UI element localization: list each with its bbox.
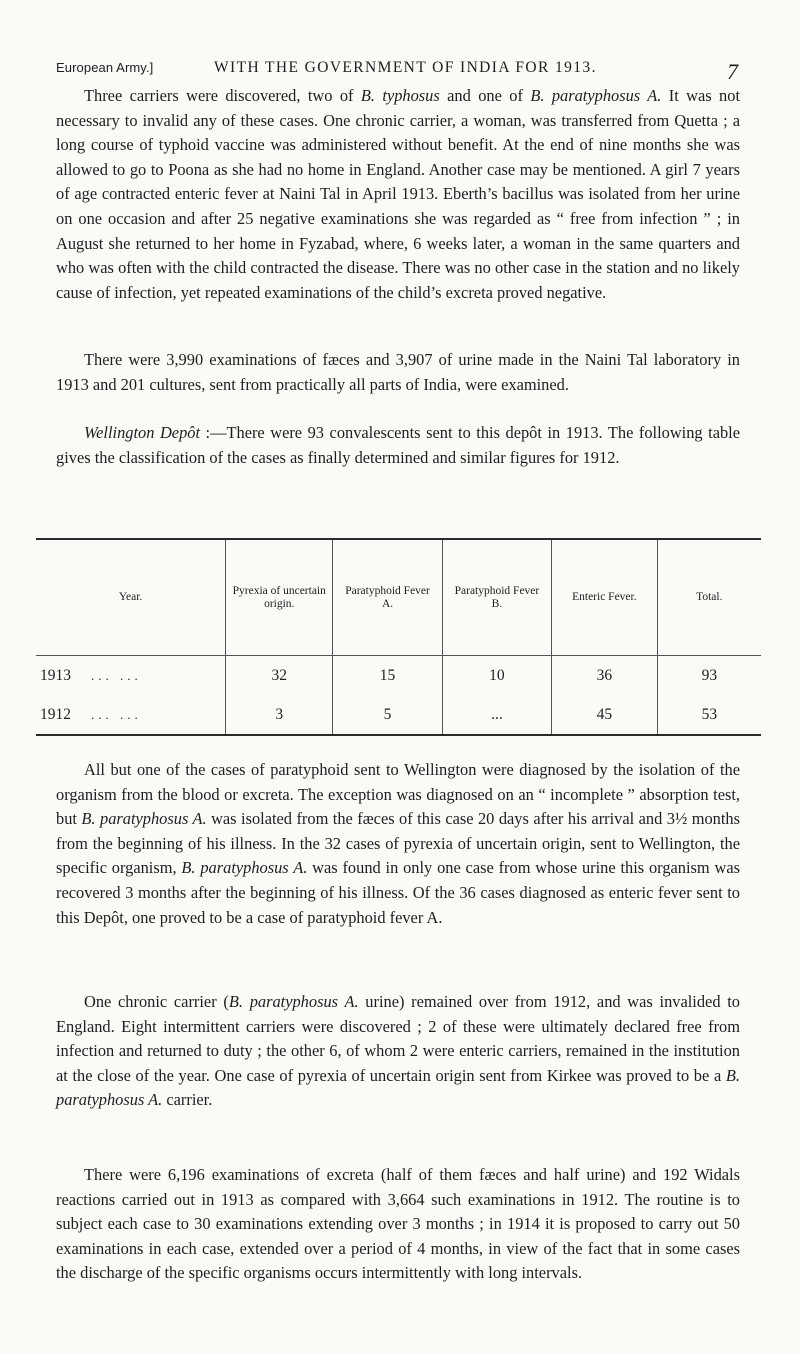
running-head-section: European Army.] (56, 60, 154, 75)
cell-year (36, 695, 226, 735)
organism-name: B. typhosus (360, 86, 440, 105)
table-row (36, 656, 761, 696)
paragraph-wellington-depot (56, 421, 740, 470)
dot-leader: ... ... (91, 706, 142, 722)
header-paratyphoid-a: Paratyphoid Fever A. (333, 539, 442, 656)
table-header-row (36, 539, 761, 656)
cell-paratyphoid-b: 10 (442, 656, 551, 696)
cell-total: 53 (657, 695, 761, 735)
header-year: Year. (36, 539, 226, 656)
paragraph-chronic-carrier (56, 990, 740, 1113)
classification-table (36, 538, 761, 736)
paragraph-carriers (56, 84, 740, 305)
cell-paratyphoid-a: 15 (333, 656, 442, 696)
text-run: One chronic carrier ( (84, 992, 229, 1011)
header-paratyphoid-b: Paratyphoid Fever B. (442, 539, 551, 656)
year-value: 1912 (40, 705, 71, 723)
text-run: urine) remained over from 1912, and was invalided to England. Eight intermittent carriers were discovered ; 2 of these were ultimately declared free from infection and returned to duty ; the other 6, of whom 2 were enteric carriers, remained in the institution at the close of the year. One case of pyrexia of uncertain origin sent from Kirkee was proved to be a (56, 992, 740, 1085)
organism-name: B. paratyphosus A. (81, 809, 207, 829)
organism-name: B. paratyphosus A. (181, 858, 308, 878)
text-run: :—There were 93 convalescents sent to this depôt in 1913. The following table gives the classification of the cases as finally determined and similar figures for 1912. (56, 423, 740, 467)
cell-total: 93 (657, 656, 761, 696)
paragraph-paratyphoid-diagnosis (56, 758, 740, 930)
cell-enteric: 36 (552, 656, 658, 696)
organism-name: B. paratyphosus A. (228, 992, 359, 1011)
organism-name: B. paratyphosus A. (530, 86, 662, 105)
section-heading-inline: Wellington Depôt (84, 423, 201, 442)
text-run: carrier. (162, 1090, 213, 1110)
year-value: 1913 (40, 666, 71, 684)
running-head-title: WITH THE GOVERNMENT OF INDIA FOR 1913. (214, 59, 597, 76)
header-enteric: Enteric Fever. (552, 539, 658, 656)
header-total: Total. (657, 539, 761, 656)
cell-enteric: 45 (552, 695, 658, 735)
text-run: Three carriers were discovered, two of (84, 86, 361, 105)
page-number: 7 (727, 59, 738, 84)
text-run: was isolated from the fæces of this case 20 days after his arrival and 3½ months from the beginning of his illness. In the 32 cases of pyrexia of uncertain origin, sent to Wellington, the specific organism, (56, 809, 741, 878)
header-pyrexia: Pyrexia of uncertain origin. (226, 539, 333, 656)
dot-leader: ... ... (91, 667, 142, 683)
text-run: It was not necessary to invalid any of these cases. One chronic carrier, a woman, was transferred from Quetta ; a long course of typhoid vaccine was administered without benefit. At the end of nine months she was allowed to go to Poona as she had no home in England. Another case may be mentioned. A girl 7 years of age contracted enteric fever at Naini Tal in April 1913. Eberth’s bacillus was isolated from her urine on one occasion and after 25 negative examinations she was regarded as “ free from infection ” ; in August she returned to her home in Fyzabad, where, 6 weeks later, a woman in the same quarters and who was often with the child contracted the disease. There was no other case in the station and no likely cause of infection, yet repeated examinations of the child’s excreta proved negative. (56, 86, 740, 302)
text-run: and one of (439, 86, 531, 105)
text-run: was found in only one case from whose urine this organism was recovered 3 months after the beginning of his illness. Of the 36 cases diagnosed as enteric fever sent to this Depôt, one proved to be a case of paratyphoid fever A. (56, 858, 740, 927)
cell-year (36, 656, 226, 696)
organism-name: B. paratyphosus A. (56, 1065, 740, 1110)
paragraph-excreta-examinations: There were 6,196 examinations of excreta (half of them fæces and half urine) and 192 Widals reactions carried out in 1913 as compared with 3,664 such examinations in 1912. The routine is to subject each case to 30 examinations extending over 3 months ; in 1914 it is proposed to carry out 50 examinations in each case, extended over a period of 4 months, in view of the fact that in some cases the discharge of the specific organisms occurs intermittently with long intervals. (56, 1165, 740, 1283)
cell-paratyphoid-a: 5 (333, 695, 442, 735)
cell-paratyphoid-b: ... (442, 695, 551, 735)
table-row (36, 695, 761, 735)
text-run: All but one of the cases of paratyphoid sent to Wellington were diagnosed by the isolation of the organism from the blood or excreta. The exception was diagnosed on an “ incomplete ” absorption test, but (56, 760, 740, 829)
cell-pyrexia: 3 (226, 695, 333, 735)
cell-pyrexia: 32 (226, 656, 333, 696)
running-head (56, 58, 738, 82)
paragraph-naini-tal-examinations: There were 3,990 examinations of fæces and 3,907 of urine made in the Naini Tal laboratory in 1913 and 201 cultures, sent from practically all parts of India, were examined. (56, 350, 740, 394)
